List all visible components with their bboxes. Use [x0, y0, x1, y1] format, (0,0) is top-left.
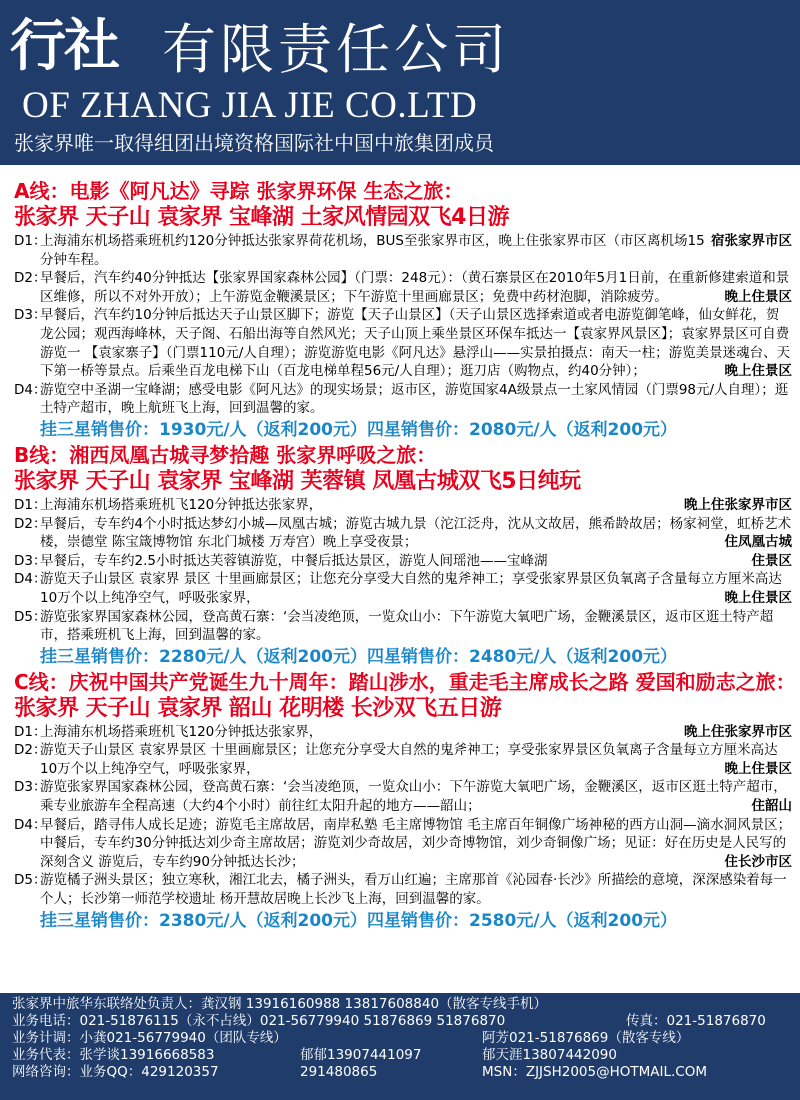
- day-description: 游览空中圣湖一宝峰湖；感受电影《阿凡达》的现实场景；返市区，游览国家4A级景点一土家风情园（门票98元/人自理）；逛土特产超市，晚上航班飞上海，回到温馨的家。: [40, 381, 789, 417]
- stay-location: 住韶山: [751, 798, 792, 815]
- day-description: 游览张家界国家森林公园，登高黄石寨：‘会当凌绝顶，一览众山小：下午游览大氧吧广场，金鞭溪景区，返市区逛土特产超市，搭乘班机飞上海，回到温馨的家。: [40, 608, 774, 644]
- day-label: D4：: [14, 381, 47, 398]
- day-label: D1：: [14, 233, 47, 249]
- route-subtitle: 张家界 天子山 袁家界 韶山 花明楼 长沙双飞五日游: [14, 695, 502, 721]
- day-description: 早餐后，踏寻伟人成长足迹；游览毛主席故居，南岸私塾 毛主席博物馆 毛主席百年铜像广场神秘的西方山洞—滴水洞风景区； 中餐后，专车约30分钟抵达刘少奇主席故居；游览刘少奇故居，刘少奇博物馆，刘少奇铜像广场；见证：好在历史是人民写的深刻含义 游览后，专车约90分钟抵达长沙；: [40, 816, 792, 870]
- day-label: D4：: [14, 571, 47, 588]
- stay-location: 晚上住景区: [724, 288, 792, 305]
- company-logo-text: 行社: [10, 13, 118, 79]
- itinerary-day: [14, 269, 792, 306]
- route-b: [14, 442, 792, 669]
- day-description: 早餐后，汽车约40分钟抵达【张家界国家森林公园】（门票：248元）：（黄石寨景区在2010年5月1日前，在重新修建索道和景区维修，所以不对外开放）；上午游览金鞭溪景区；下午游览十里画廊景区；免费中药材泡脚，消除疲劳。: [40, 270, 790, 305]
- itinerary-day: [14, 570, 792, 607]
- price-line: 挂三星销售价：2280元/人（返利200元）四星销售价：2480元/人（返利200元）: [40, 646, 678, 667]
- stay-location: 晚上住景区: [724, 760, 792, 777]
- contact-manager: 张家界中旅华东联络处负责人：龚汉钢 13916160988 13817608840（散客专线手机）: [12, 996, 548, 1012]
- itinerary-day: [14, 496, 792, 515]
- itinerary-day: [14, 723, 792, 742]
- routes-list: [14, 178, 796, 933]
- route-a: [14, 178, 792, 442]
- qq-primary: 网络咨询：业务QQ：429120357: [12, 1064, 219, 1080]
- day-label: D1：: [14, 723, 47, 740]
- itinerary-day: [14, 608, 792, 645]
- stay-location: 住凤凰古城: [724, 534, 792, 551]
- itinerary-day: [14, 515, 792, 552]
- day-label: D2：: [14, 742, 47, 759]
- day-description: 游览天子山景区 袁家界 景区 十里画廊景区；让您充分享受大自然的鬼斧神工；享受张家界景区负氧离子含量每立方厘米高达10万个以上纯净空气，呼吸张家界，: [40, 571, 782, 606]
- route-subtitle: 张家界 天子山 袁家界 宝峰湖 土家风情园双飞4日游: [14, 205, 509, 230]
- rep-secondary: 郁郁13907441097: [300, 1047, 422, 1063]
- stay-location: 晚上住张家界市区: [684, 496, 792, 513]
- day-description: 游览橘子洲头景区；独立寒秋，湘江北去，橘子洲头，看万山红遍；主席那首《沁园春·长沙》所描绘的意境，深深感染着每一个人；长沙第一师范学校遗址 杨开慧故居晚上长沙飞上海，回到温馨的家。: [40, 872, 787, 908]
- msn-contact: MSN：ZJJSH2005@HOTMAIL.COM: [482, 1064, 708, 1080]
- day-description: 游览天子山景区 袁家界景区 十里画廊景区；让您充分享受大自然的鬼斧神工；享受张家界景区负氧离子含量每立方厘米高达10万个以上纯净空气，呼吸张家界，: [40, 742, 778, 777]
- day-label: D1：: [14, 496, 47, 513]
- day-description: 上海浦东机场搭乘班机飞120分钟抵达张家界，: [40, 723, 323, 740]
- day-label: D3：: [14, 552, 47, 569]
- price-line: 挂三星销售价：2380元/人（返利200元）四星销售价：2580元/人（返利200元）: [40, 910, 678, 931]
- route-title: B线：湘西凤凰古城寻梦拾趣 张家界呼吸之旅：: [14, 442, 437, 467]
- itinerary-day: [14, 741, 792, 778]
- stay-location: 住景区: [751, 552, 792, 569]
- itinerary-day: [14, 778, 792, 815]
- day-label: D2：: [14, 515, 47, 532]
- day-label: D3：: [14, 779, 47, 796]
- day-label: D2：: [14, 270, 47, 287]
- qq-secondary: 291480865: [300, 1064, 378, 1080]
- business-phone: 业务电话：021-51876115（永不占线）021-56779940 51876869 51876870: [12, 1013, 506, 1029]
- day-label: D3：: [14, 307, 47, 324]
- contact-footer: [0, 993, 800, 1100]
- route-subtitle: 张家界 天子山 袁家界 宝峰湖 芙蓉镇 凤凰古城双飞5日纯玩: [14, 468, 581, 494]
- itinerary-day: [14, 552, 792, 571]
- stay-location: 晚上住景区: [724, 589, 792, 606]
- route-c: [14, 669, 796, 933]
- price-line: 挂三星销售价：1930元/人（返利200元）四星销售价：2080元/人（返利200元）: [40, 419, 678, 440]
- day-label: D5：: [14, 872, 47, 889]
- itinerary-day: [14, 871, 792, 908]
- day-description: 早餐后，汽车约10分钟后抵达天子山景区脚下；游览【天子山景区】（天子山景区选择索道或者电游览御笔峰，仙女鲜花，贺龙公园；观西海峰林，天子阁、石船出海等自然风光；天子山顶上乘坐景区环保车抵达一【袁家界风景区】；袁家界景区可自费游览一 【袁家寨子】（门票110元/人自理）；游览游览电影《阿凡达》悬浮山——实景拍摄点：南天一柱；游览美景迷魂台、天下第一桥等景点。后乘坐百龙电梯下山（百龙电梯单程56元/人自理）；逛刀店（购物点，约40分钟）；: [40, 307, 791, 380]
- route-title: A线：电影《阿凡达》寻踪 张家界环保 生态之旅：: [14, 179, 464, 203]
- itinerary-day: [14, 816, 792, 872]
- day-description: 早餐后，专车约4个小时抵达梦幻小城—凤凰古城；游览古城九景（沱江泛舟，沈从文故居，熊希龄故居；杨家祠堂，虹桥艺术楼，崇德堂 陈宝箴博物馆 东北门城楼 万寿宫）晚上享受夜景；: [40, 515, 792, 551]
- planner-individual: 阿芳021-51876869（散客专线）: [482, 1030, 690, 1046]
- day-description: 早餐后，专车约2.5小时抵达芙蓉镇游览，中餐后抵达景区，游览人间瑶池——宝峰湖: [40, 552, 548, 569]
- fax-number: 传真：021-51876870: [626, 1013, 766, 1029]
- company-name-en: OF ZHANG JIA JIE CO.LTD: [22, 85, 478, 126]
- day-description: 上海浦东机场搭乘班机飞120分钟抵达张家界，: [40, 496, 323, 513]
- stay-location: 住长沙市区: [724, 853, 792, 870]
- day-label: D4：: [14, 816, 47, 833]
- company-name-cn: 有限责任公司: [162, 18, 510, 81]
- header-banner: [0, 0, 800, 165]
- itinerary-day: [14, 306, 792, 380]
- day-description: 上海浦东机场搭乘班机约120分钟抵达张家界荷花机场，BUS至张家界市区，晚上住张家界市区（市区离机场15分钟车程。: [40, 233, 705, 268]
- day-description: 游览张家界国家森林公园，登高黄石寨：‘会当凌绝顶，一览众山小：下午游览大氧吧广场，金鞭溪区，返市区逛土特产超市，乘专业旅游车全程高速（大约4个小时）前往红太阳升起的地方——韶山；: [40, 779, 787, 815]
- itinerary-day: [14, 381, 792, 418]
- itinerary-day: [14, 232, 792, 269]
- planner-group: 业务计调：小龚021-56779940（团队专线）: [12, 1030, 287, 1046]
- day-label: D5：: [14, 608, 47, 625]
- company-tagline: 张家界唯一取得组团出境资格国际社中国中旅集团成员: [14, 131, 494, 155]
- rep-tertiary: 郁天涯13807442090: [482, 1047, 617, 1063]
- stay-location: 晚上住张家界市区: [684, 723, 792, 740]
- stay-location: 宿张家界市区: [711, 233, 792, 249]
- route-title: C线：庆祝中国共产党诞生九十周年：踏山涉水，重走毛主席成长之路 爱国和励志之旅：: [14, 669, 796, 694]
- rep-primary: 业务代表：张学谈13916668583: [12, 1047, 215, 1063]
- stay-location: 晚上住景区: [724, 363, 792, 380]
